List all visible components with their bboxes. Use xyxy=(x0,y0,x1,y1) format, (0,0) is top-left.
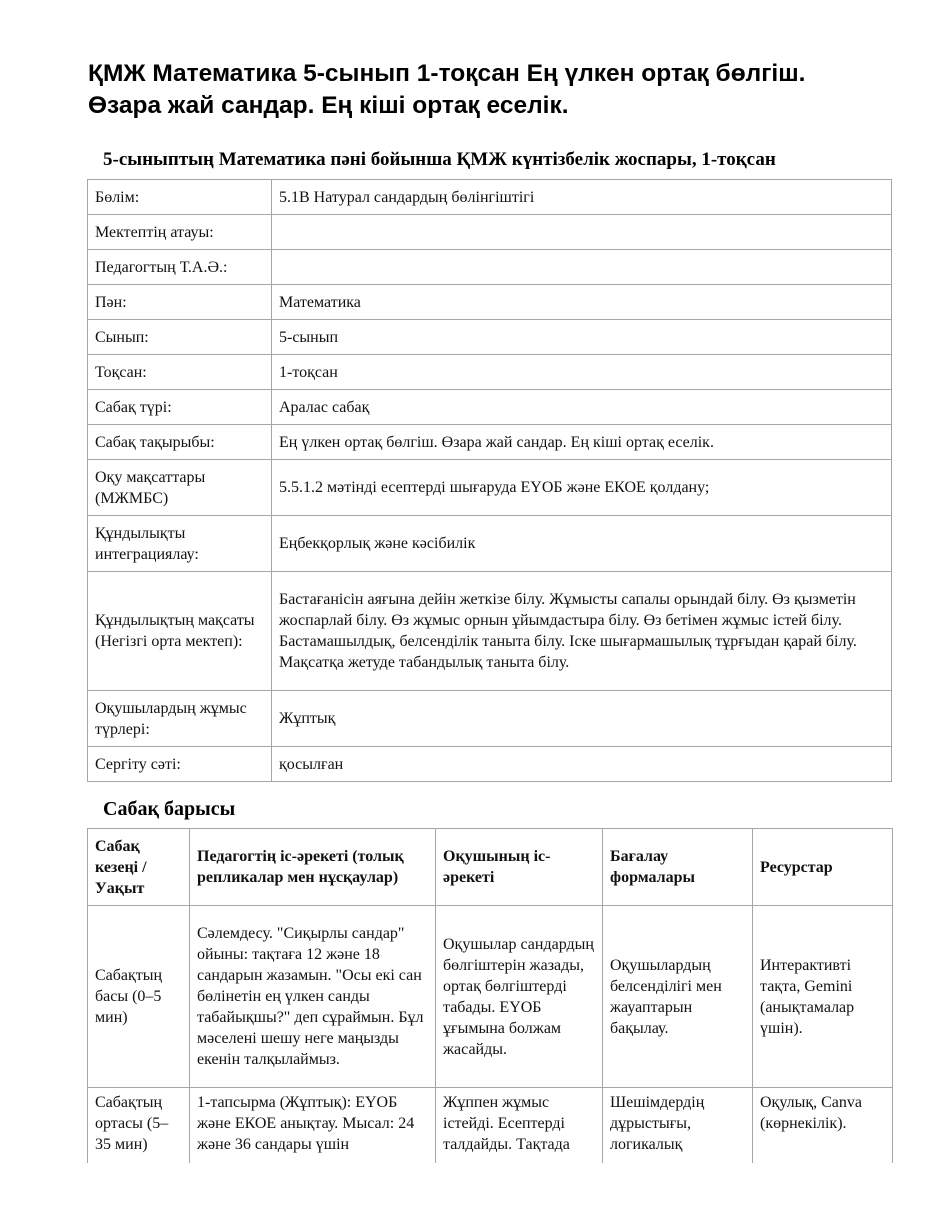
table-row xyxy=(88,320,892,355)
row-label: Құндылықтың мақсаты (Негізгі орта мектеп): xyxy=(88,572,272,691)
table-header-row xyxy=(88,829,893,906)
document-title: ҚМЖ Математика 5-сынып 1-тоқсан Ең үлкен ортақ бөлгіш. Өзара жай сандар. Ең кіші ортақ еселік. xyxy=(88,60,806,119)
row-label: Тоқсан: xyxy=(88,355,272,390)
row-value: Бастағанісін аяғына дейін жеткізе білу. Жұмысты сапалы орындай білу. Өз қызметін жоспарлай білу. Өз жұмыс орнын ұйымдастыра білу. Өз бетімен жұмыс істей білу. Бастамашылдық, белсенділік таныта білу. Іске шығармашылық тұрғыдан қарай білу. Мақсатқа жетуде табандылық таныта білу. xyxy=(272,572,892,691)
row-value: қосылған xyxy=(272,747,892,782)
column-header: Педагогтің іс-әрекеті (толық репликалар мен нұсқаулар) xyxy=(190,829,436,906)
table-row xyxy=(88,906,893,1088)
column-header: Ресурстар xyxy=(753,829,893,906)
column-header: Бағалау формалары xyxy=(603,829,753,906)
row-label: Пән: xyxy=(88,285,272,320)
row-value: Еңбекқорлық және кәсібилік xyxy=(272,516,892,572)
table-row xyxy=(88,355,892,390)
row-value: 5-сынып xyxy=(272,320,892,355)
teacher-activity-cell: 1-тапсырма (Жұптық): ЕҮОБ және ЕКОЕ анықтау. Мысал: 24 және 36 сандары үшін xyxy=(190,1088,436,1208)
row-value: Жұптық xyxy=(272,691,892,747)
row-label: Оқушылардың жұмыс түрлері: xyxy=(88,691,272,747)
stage-cell: Сабақтың ортасы (5–35 мин) xyxy=(88,1088,190,1208)
row-value xyxy=(272,215,892,250)
student-activity-cell: Оқушылар сандардың бөлгіштерін жазады, ортақ бөлгіштерді табады. ЕҮОБ ұғымына болжам жасайды. xyxy=(436,906,603,1088)
table-row xyxy=(88,425,892,460)
row-value: 5.5.1.2 мәтінді есептерді шығаруда ЕҮОБ және ЕКОЕ қолдану; xyxy=(272,460,892,516)
row-value: 5.1В Натурал сандардың бөлінгіштігі xyxy=(272,180,892,215)
table-row xyxy=(88,747,892,782)
table-row xyxy=(88,460,892,516)
row-label: Сынып: xyxy=(88,320,272,355)
table-row xyxy=(88,390,892,425)
row-value: 1-тоқсан xyxy=(272,355,892,390)
lesson-section-title: Сабақ барысы xyxy=(103,798,236,820)
row-label: Сергіту сәті: xyxy=(88,747,272,782)
row-value xyxy=(272,250,892,285)
row-label: Мектептің атауы: xyxy=(88,215,272,250)
column-header: Сабақ кезеңі / Уақыт xyxy=(88,829,190,906)
table-row xyxy=(88,180,892,215)
row-label: Сабақ түрі: xyxy=(88,390,272,425)
resources-cell: Интерактивті тақта, Gemini (анықтамалар үшін). xyxy=(753,906,893,1088)
assessment-cell: Шешімдердің дұрыстығы, логикалық xyxy=(603,1088,753,1208)
row-label: Сабақ тақырыбы: xyxy=(88,425,272,460)
stage-cell: Сабақтың басы (0–5 мин) xyxy=(88,906,190,1088)
table-row xyxy=(88,516,892,572)
plan-subtitle: 5-сыныптың Математика пәні бойынша ҚМЖ күнтізбелік жоспары, 1-тоқсан xyxy=(103,149,776,170)
row-label: Педагогтың Т.А.Ә.: xyxy=(88,250,272,285)
column-header: Оқушының іс-әрекеті xyxy=(436,829,603,906)
row-value: Ең үлкен ортақ бөлгіш. Өзара жай сандар. Ең кіші ортақ еселік. xyxy=(272,425,892,460)
table-row xyxy=(88,285,892,320)
table-row xyxy=(88,215,892,250)
page-bottom-margin xyxy=(87,1163,893,1210)
lesson-info-table xyxy=(87,179,892,782)
resources-cell: Оқулық, Canva (көрнекілік). xyxy=(753,1088,893,1208)
student-activity-cell: Жұппен жұмыс істейді. Есептерді талдайды. Тақтада xyxy=(436,1088,603,1208)
table-row xyxy=(88,691,892,747)
row-label: Құндылықты интеграциялау: xyxy=(88,516,272,572)
assessment-cell: Оқушылардың белсенділігі мен жауаптарын бақылау. xyxy=(603,906,753,1088)
row-label: Оқу мақсаттары (МЖМБС) xyxy=(88,460,272,516)
lesson-flow-table xyxy=(87,828,893,1208)
row-value: Математика xyxy=(272,285,892,320)
table-row xyxy=(88,250,892,285)
row-value: Аралас сабақ xyxy=(272,390,892,425)
table-row xyxy=(88,572,892,691)
teacher-activity-cell: Сәлемдесу. "Сиқырлы сандар" ойыны: тақтаға 12 және 18 сандарын жазамын. "Осы екі сан бөлінетін ең үлкен санды табайықшы?" деп сұраймын. Бұл мәселені шешу неге маңызды екенін талқылаймыз. xyxy=(190,906,436,1088)
row-label: Бөлім: xyxy=(88,180,272,215)
